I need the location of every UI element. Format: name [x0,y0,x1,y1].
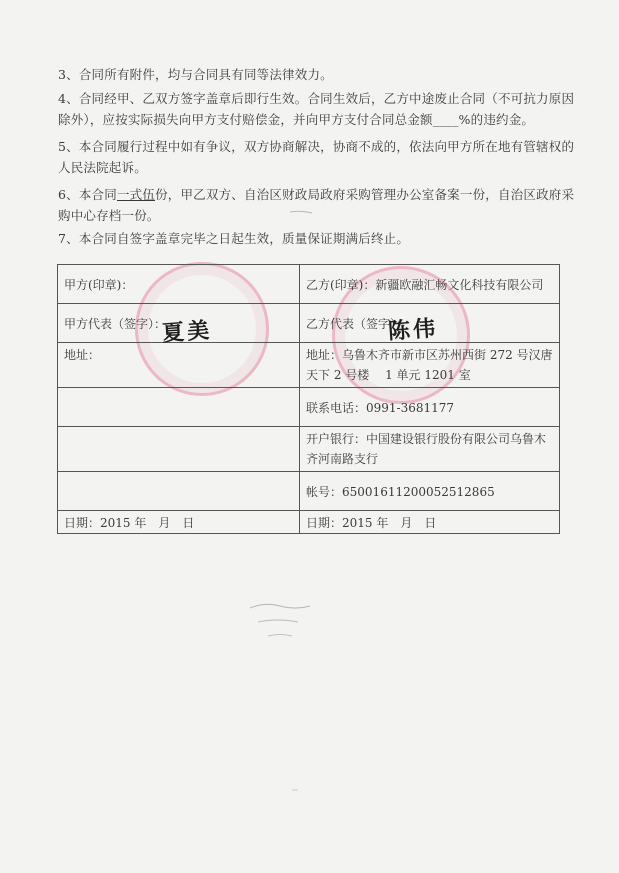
party-b-date-label: 日期：2015 年 月 日 [306,515,437,530]
party-a-rep-label: 甲方代表（签字）： [64,316,167,331]
party-a-handwritten-signature: 夏美 [161,318,213,347]
clause-6-suffix: 份，甲乙双方、自治区财政局政府采购管理办公室备案一份，自治区政府采购中心存档一份。 [58,187,575,223]
party-b-seal-label: 乙方(印章)： [306,277,376,292]
party-b-phone-label: 联系电话： [306,400,367,415]
clause-5-text: 5、本合同履行过程中如有争议，双方协商解决，协商不成的，依法向甲方所在地有管辖权的人民法院起诉。 [58,139,575,175]
clause-4-text: 4、合同经甲、乙双方签字盖章后即行生效。合同生效后，乙方中途废止合同（不可抗力原因除外），应按实际损失向甲方支付赔偿金，并向甲方支付合同总金额____%的违约金。 [58,91,575,127]
party-b-address-value: 乌鲁木齐市新市区苏州西街 272 号汉唐天下 2 号楼 1 单元 1201 室 [306,348,553,382]
party-b-phone-value: 0991-3681177 [366,400,455,415]
clause-6-prefix: 6、本合同 [58,187,117,202]
clause-3-text: 3、合同所有附件，均与合同具有同等法律效力。 [58,67,333,82]
party-b-rep-label: 乙方代表（签字）： [306,316,409,331]
party-a-seal-label: 甲方(印章)： [64,277,134,292]
party-b-account-value: 65001611200052512865 [342,484,495,499]
party-a-address-label: 地址： [64,348,101,362]
party-b-bank-label: 开户银行： [306,432,367,446]
clause-6-copies: 一式伍 [116,187,156,202]
party-b-seal-name: 新疆欧融汇畅文化科技有限公司 [375,277,544,292]
clause-7-text: 7、本合同自签字盖章完毕之日起生效，质量保证期满后终止。 [58,231,410,246]
party-b-address-label: 地址： [306,348,343,362]
party-b-handwritten-signature: 陈伟 [387,316,439,345]
party-a-date-label: 日期：2015 年 月 日 [64,515,195,530]
party-b-bank-value: 中国建设银行股份有限公司乌鲁木齐河南路支行 [306,432,547,466]
party-b-account-label: 帐号： [306,484,343,499]
